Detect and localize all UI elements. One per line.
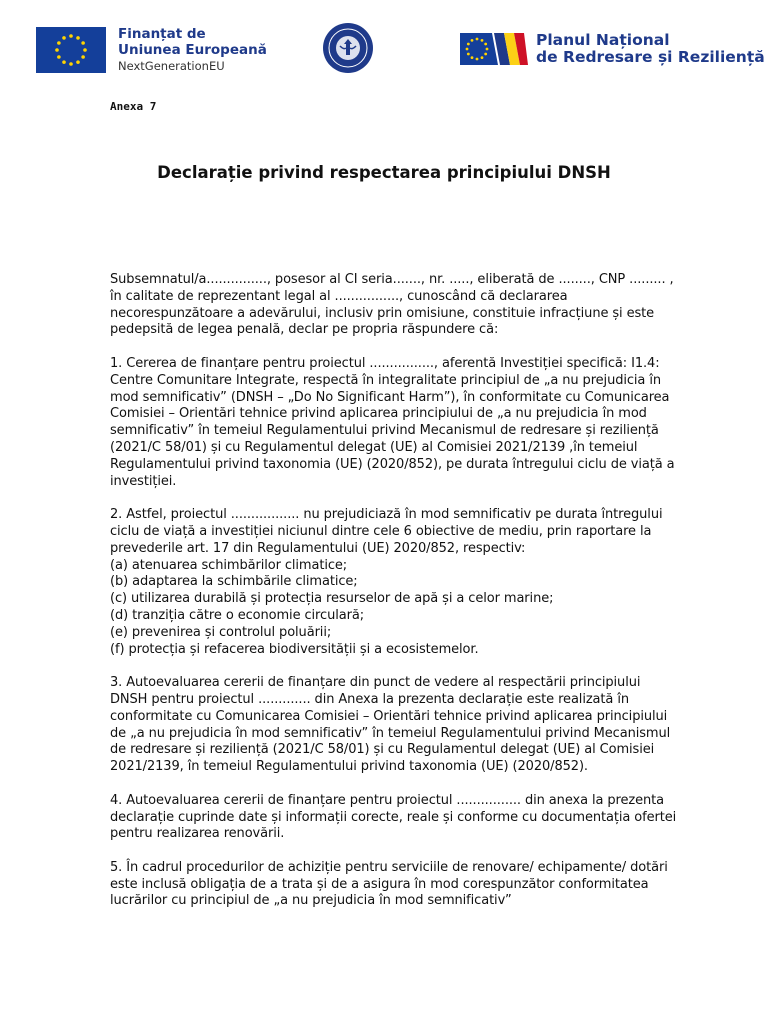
eu-star-icon bbox=[69, 34, 73, 38]
pnrr-logo-line2: de Redresare și Reziliență bbox=[536, 48, 765, 66]
eu-star-icon bbox=[57, 55, 61, 59]
pnrr-logo-line1: Planul Național bbox=[536, 30, 670, 49]
page-header bbox=[0, 0, 768, 96]
pnrr-logo bbox=[458, 27, 765, 71]
paragraph-2: 2. Astfel, proiectul ................. nu prejudiciază în mod semnificativ pe durata întregului ciclu de viață a investiției niciunul dintre cele 6 obiective de mediu, prin raportare la prevederile art. 17 din Regulamentului (UE) 2020/852, respectiv: bbox=[110, 507, 663, 556]
eu-logo-line1: Finanțat de bbox=[118, 26, 206, 42]
eu-star-icon bbox=[62, 60, 66, 64]
document-body bbox=[110, 272, 678, 927]
eu-logo-line3: NextGenerationEU bbox=[118, 59, 225, 74]
eu-star-icon bbox=[69, 62, 73, 66]
objective-item-e: (e) prevenirea și controlul poluării; bbox=[110, 624, 332, 640]
objective-item-d: (d) tranziția către o economie circulară; bbox=[110, 607, 364, 623]
eu-star-icon bbox=[484, 53, 487, 56]
annex-label: Anexa 7 bbox=[110, 100, 157, 113]
eu-star-icon bbox=[76, 60, 80, 64]
eu-star-icon bbox=[471, 56, 474, 59]
paragraph-3: 3. Autoevaluarea cererii de finanțare din punct de vedere al respectării principiului DNSH pentru proiectul ............. din Anexa la prezenta declarație este realizată în conformitate cu Comunicarea Comisiei – Orientări tehnice privind aplicarea principiului de „a nu prejudicia în mod semnificativ” în temeiul Regulamentului privind Mecanismul de redresare și reziliență (2021/C 58/01) și cu Regulamentul delegat (UE) al Comisiei 2021/2139, în temeiul Regulamentului privind taxonomia (UE) (2020/852). bbox=[110, 675, 671, 775]
eu-funding-logo bbox=[36, 27, 267, 73]
eu-star-icon bbox=[81, 41, 85, 45]
document-title: Declarație privind respectarea principiului DNSH bbox=[157, 163, 611, 182]
eu-star-icon bbox=[486, 48, 489, 51]
paragraph-5: 5. În cadrul procedurilor de achiziție pentru serviciile de renovare/ echipamente/ dotări este inclusă obligația de a trata și de a asigura în mod corespunzător conformitatea lucrărilor cu principiul de „a nu prejudicia în mod semnificativ” bbox=[110, 859, 668, 909]
objectives-list bbox=[110, 558, 678, 659]
objective-item-f: (f) protecția și refacerea biodiversității și a ecosistemelor. bbox=[110, 641, 479, 657]
eu-star-icon bbox=[476, 58, 479, 61]
paragraph-4: 4. Autoevaluarea cererii de finanțare pentru proiectul ................ din anexa la prezenta declarație cuprinde date și informații corecte, reale și conforme cu documentația ofertei pentru realizarea renovării. bbox=[110, 792, 677, 842]
eu-star-icon bbox=[83, 48, 87, 52]
eu-star-icon bbox=[484, 43, 487, 46]
eu-star-icon bbox=[76, 36, 80, 40]
eu-star-icon bbox=[481, 39, 484, 42]
eu-star-icon bbox=[467, 43, 470, 46]
eu-star-icon bbox=[471, 39, 474, 42]
pnrr-flag-mark-icon bbox=[458, 27, 528, 71]
paragraph-1: 1. Cererea de finanțare pentru proiectul ................, aferentă Investiției specifică: I1.4: Centre Comunitare Integrate, respectă în integralitate principiul de „a nu prejudicia în mod semnificativ” (DNSH – „Do No Significant Harm”), în conformitate cu Comunicarea Comisiei – Orientări tehnice privind aplicarea principiului de „a nu prejudicia în mod semnificativ” în temeiul Regulamentului privind Mecanismul de redresare și reziliență (2021/C 58/01) și cu Regulamentul delegat (UE) al Comisiei 2021/2139 ,în temeiul Regulamentului privind taxonomia (UE) (2020/852), pe durata întregului ciclu de viață a investiției. bbox=[110, 355, 675, 489]
romanian-government-seal-icon bbox=[322, 22, 374, 74]
eu-star-icon bbox=[481, 56, 484, 59]
eu-star-icon bbox=[55, 48, 59, 52]
objective-item-c: (c) utilizarea durabilă și protecția resurselor de apă și a celor marine; bbox=[110, 591, 554, 607]
eu-star-icon bbox=[62, 36, 66, 40]
eu-star-icon bbox=[57, 41, 61, 45]
objective-item-b: (b) adaptarea la schimbările climatice; bbox=[110, 574, 358, 590]
eu-star-icon bbox=[476, 38, 479, 41]
intro-paragraph: Subsemnatul/a..............., posesor al CI seria......., nr. ....., eliberată de ........, CNP ......... , în calitate de reprezentant legal al ................, cunoscând că declararea necorespunzătoare a adevărului, inclusiv prin omisiune, constituie infracțiune și este pedepsită de legea penală, declar pe propria răspundere că: bbox=[110, 272, 674, 338]
objective-item-a: (a) atenuarea schimbărilor climatice; bbox=[110, 557, 348, 573]
eu-logo-line2: Uniunea Europeană bbox=[118, 41, 267, 58]
eu-star-icon bbox=[81, 55, 85, 59]
eu-star-icon bbox=[466, 48, 469, 51]
eu-star-icon bbox=[467, 53, 470, 56]
eu-flag-icon bbox=[36, 27, 106, 73]
